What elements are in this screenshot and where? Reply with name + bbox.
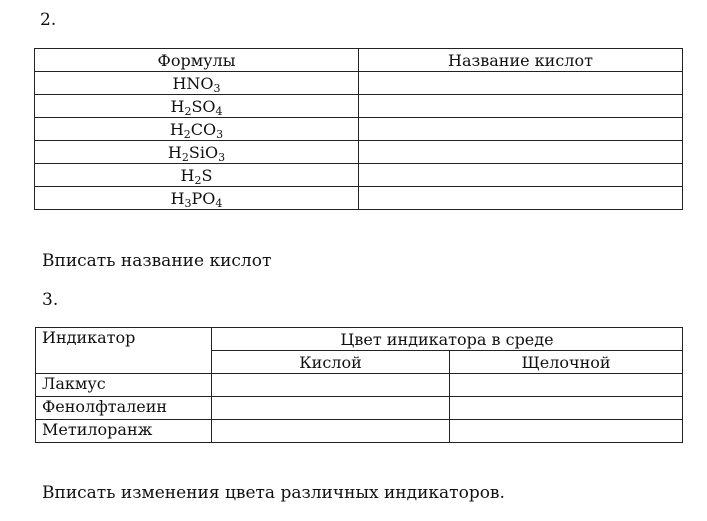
header-alkaline: Щелочной — [450, 351, 683, 374]
formula-cell: $H_2CO_3$ — [35, 118, 359, 141]
header-acid-names: Название кислот — [359, 49, 683, 72]
header-acidic: Кислой — [212, 351, 450, 374]
section-2-number: 2. — [40, 10, 57, 30]
table-row — [35, 187, 683, 210]
acids-table — [34, 48, 683, 210]
formula-cell: $H_2S$ — [35, 164, 359, 187]
indicators-table — [35, 327, 683, 443]
table-row — [35, 72, 683, 95]
section-3-number: 3. — [42, 290, 59, 310]
acid-name-cell[interactable] — [359, 118, 683, 141]
acidic-color-cell[interactable] — [212, 397, 450, 420]
table-row — [36, 374, 683, 397]
acid-name-cell[interactable] — [359, 141, 683, 164]
indicator-name: Метилоранж — [36, 420, 212, 443]
indicator-name: Фенолфталеин — [36, 397, 212, 420]
section-3-instruction: Вписать изменения цвета различных индикаторов. — [42, 483, 505, 503]
acid-name-cell[interactable] — [359, 95, 683, 118]
acid-name-cell[interactable] — [359, 164, 683, 187]
acidic-color-cell[interactable] — [212, 374, 450, 397]
alkaline-color-cell[interactable] — [450, 374, 683, 397]
header-formulas: Формулы — [35, 49, 359, 72]
header-indicator: Индикатор — [36, 328, 212, 374]
alkaline-color-cell[interactable] — [450, 397, 683, 420]
alkaline-color-cell[interactable] — [450, 420, 683, 443]
formula-cell: $H_2SO_4$ — [35, 95, 359, 118]
table-row — [36, 420, 683, 443]
table-row — [35, 141, 683, 164]
section-2-instruction: Вписать название кислот — [42, 251, 272, 271]
indicator-name: Лакмус — [36, 374, 212, 397]
table-row — [35, 118, 683, 141]
acid-name-cell[interactable] — [359, 72, 683, 95]
table-row — [35, 164, 683, 187]
acidic-color-cell[interactable] — [212, 420, 450, 443]
acid-name-cell[interactable] — [359, 187, 683, 210]
table-row — [36, 397, 683, 420]
table-header-row — [35, 49, 683, 72]
table-header-row — [36, 328, 683, 351]
formula-cell: $HNO_3$ — [35, 72, 359, 95]
table-row — [35, 95, 683, 118]
header-indicator-color: Цвет индикатора в среде — [212, 328, 683, 351]
formula-cell: $H_2SiO_3$ — [35, 141, 359, 164]
formula-cell: $H_3PO_4$ — [35, 187, 359, 210]
